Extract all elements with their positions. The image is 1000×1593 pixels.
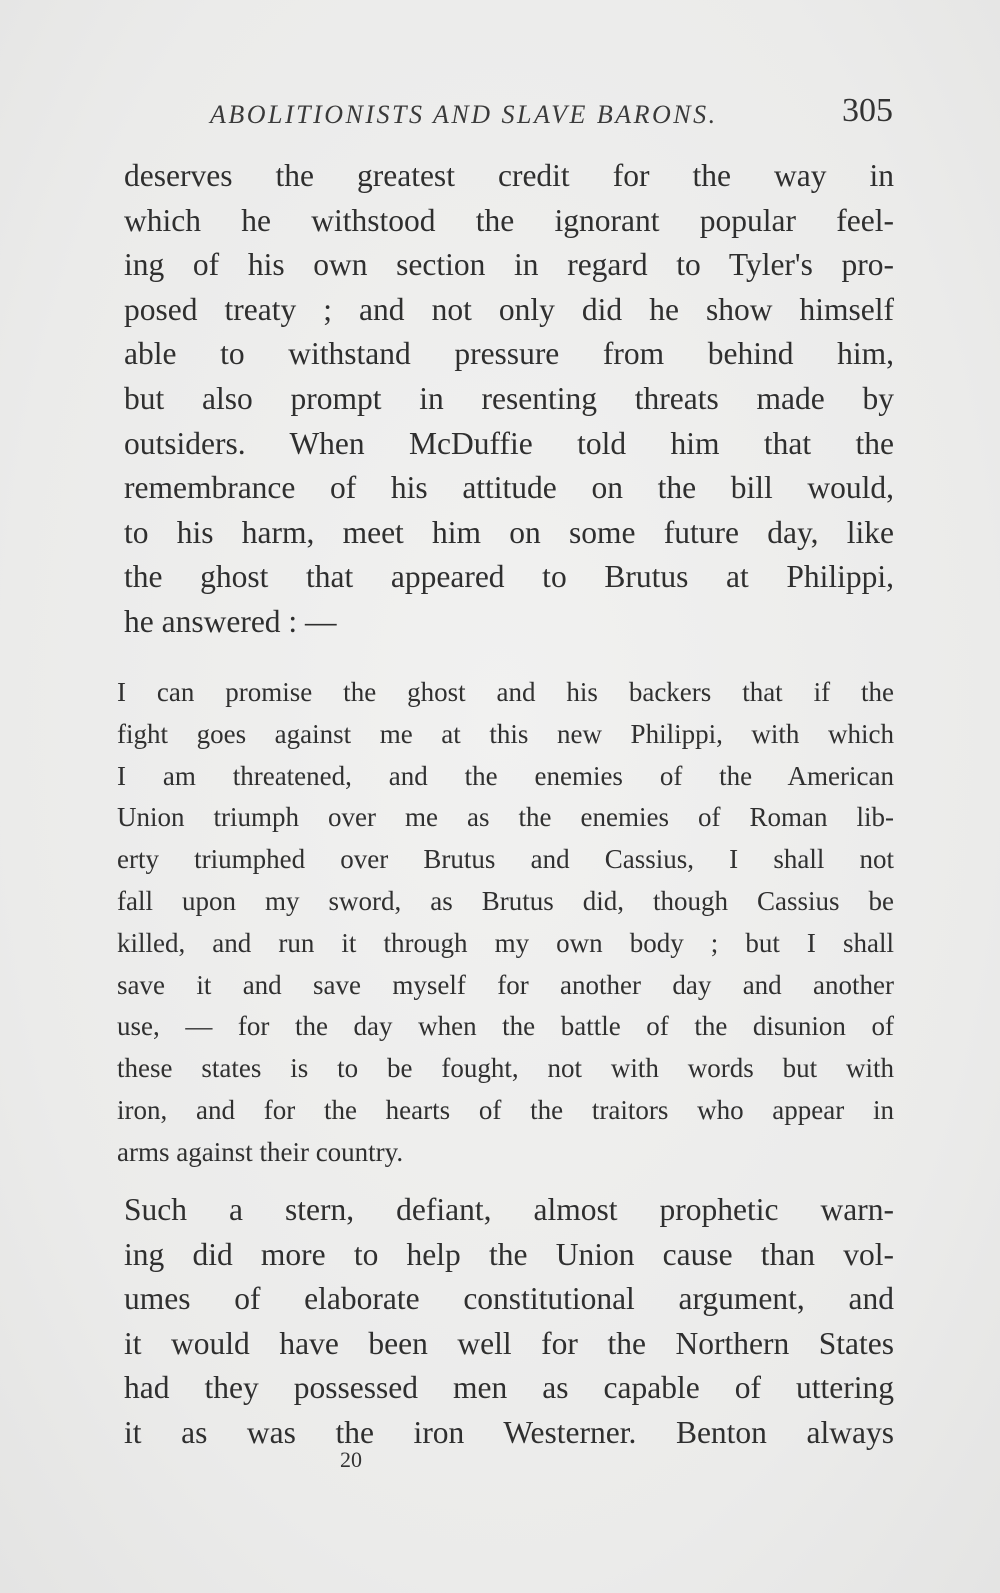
text-line: had they possessed men as capable of uttering xyxy=(124,1370,894,1406)
quote-line: arms against their country. xyxy=(117,1136,404,1167)
text-line: Such a stern, defiant, almost prophetic warn- xyxy=(124,1192,894,1227)
block-quotation xyxy=(117,672,894,1174)
text-line: it would have been well for the Northern States xyxy=(124,1325,894,1361)
paragraph-1 xyxy=(124,154,894,645)
signature-mark: 20 xyxy=(340,1447,362,1472)
text-line: umes of elaborate constitutional argument, and xyxy=(124,1281,894,1317)
quote-line: fall upon my sword, as Brutus did, though Cassius be xyxy=(117,885,894,916)
text-line: to his harm, meet him on some future day, like xyxy=(124,514,894,550)
quote-line: these states is to be fought, not with words but with xyxy=(117,1053,894,1084)
text-line: the ghost that appeared to Brutus at Philippi, xyxy=(124,559,894,595)
quote-line: use, — for the day when the battle of the disunion of xyxy=(117,1011,894,1042)
text-line: he answered : — xyxy=(124,603,337,639)
running-title: ABOLITIONISTS AND SLAVE BARONS. xyxy=(210,100,718,129)
quote-line: Union triumph over me as the enemies of Roman lib- xyxy=(117,802,894,833)
text-line: posed treaty ; and not only did he show himself xyxy=(124,291,894,327)
text-line: but also prompt in resenting threats made by xyxy=(124,380,894,416)
quote-line: I can promise the ghost and his backers that if the xyxy=(117,677,894,707)
text-line: able to withstand pressure from behind him, xyxy=(124,336,894,372)
text-line: remembrance of his attitude on the bill would, xyxy=(124,470,894,506)
quote-line: I am threatened, and the enemies of the American xyxy=(117,760,894,791)
text-line: deserves the greatest credit for the way in xyxy=(124,158,894,193)
running-head xyxy=(120,92,895,136)
quote-line: erty triumphed over Brutus and Cassius, I shall not xyxy=(117,844,894,875)
text-line: ing of his own section in regard to Tyler's pro- xyxy=(124,247,894,283)
quote-line: save it and save myself for another day and another xyxy=(117,969,894,1000)
quote-line: iron, and for the hearts of the traitors who appear in xyxy=(117,1094,894,1125)
paragraph-2 xyxy=(124,1188,894,1456)
quote-line: killed, and run it through my own body ; but I shall xyxy=(117,927,894,958)
page-number: 305 xyxy=(842,92,893,129)
text-line: ing did more to help the Union cause than vol- xyxy=(124,1236,894,1272)
text-line: it as was the iron Westerner. Benton always xyxy=(124,1414,894,1450)
quote-line: fight goes against me at this new Philippi, with which xyxy=(117,718,894,749)
text-line: outsiders. When McDuffie told him that the xyxy=(124,425,894,461)
text-line: which he withstood the ignorant popular feel- xyxy=(124,202,894,238)
